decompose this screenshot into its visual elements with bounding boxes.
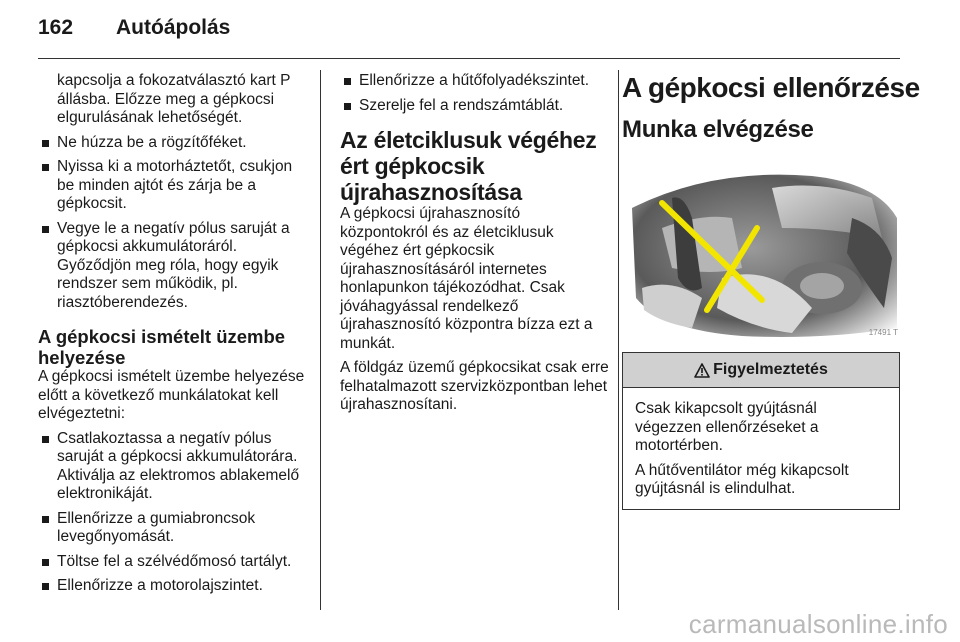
list-item: Ne húzza be a rögzítőféket. [38, 134, 310, 153]
paragraph: A földgáz üzemű gépkocsikat csak erre felhatalmazott szervizközpontban lehet újrahasznosítani. [340, 359, 609, 413]
paragraph: Csak kikapcsolt gyújtásnál végezzen ellenőrzéseket a motortérben. [635, 400, 819, 454]
page-number: 162 [38, 16, 74, 39]
warning-triangle-icon [694, 363, 710, 378]
watermark: carmanualsonline.info [688, 609, 948, 639]
column-divider-2 [618, 70, 619, 610]
header-rule [38, 58, 900, 59]
engine-bay-illustration [622, 158, 900, 344]
column-1 [38, 72, 310, 602]
list-item: Csatlakoztassa a negatív pólus saruját a gépkocsi akkumulátorára. Aktiválja az elektromos ablakemelő elektronikáját. [38, 430, 310, 504]
page-header [38, 16, 230, 40]
warning-body [623, 388, 899, 509]
continued-text: kapcsolja a fokozatválasztó kart P állásba. Előzze meg a gépkocsi elgurulásának lehetőségét. [57, 72, 291, 126]
section-title: Autóápolás [116, 16, 231, 39]
warning-box [622, 352, 900, 510]
column-3 [622, 72, 920, 510]
list-item: Ellenőrizze a motorolajszintet. [38, 577, 310, 596]
paragraph: A hűtőventilátor még kikapcsolt gyújtásnál is elindulhat. [635, 461, 849, 497]
list-item: Nyissa ki a motorháztetőt, csukjon be minden ajtót és zárja be a gépkocsit. [38, 158, 310, 214]
list-item: Szerelje fel a rendszámtáblát. [340, 97, 610, 116]
section-heading: Az életciklusuk végéhez ért gépkocsik újrahasznosítása [340, 127, 597, 205]
column-2 [340, 72, 610, 421]
list-item: Ellenőrizze a hűtőfolyadékszintet. [340, 72, 610, 91]
paragraph: A gépkocsi újrahasznosító központokról és az életciklusuk végéhez ért gépkocsik újrahasznosításáról internetes honlapunkon tájékozódhat. Csak jóváhagyással rendelkező újrahasznosító központra bízza ezt a munkát. [340, 205, 593, 352]
column-divider-1 [320, 70, 321, 610]
warning-title: Figyelmeztetés [713, 360, 828, 378]
list-item: Töltse fel a szélvédőmosó tartályt. [38, 553, 310, 572]
page-title: A gépkocsi ellenőrzése [622, 72, 920, 103]
warning-header [623, 353, 899, 388]
subtitle: Munka elvégzése [622, 116, 814, 143]
figure-number: 17491 T [868, 327, 898, 337]
engine-illustration [622, 158, 900, 344]
intro-text: A gépkocsi ismételt üzembe helyezése előtt a következő munkálatokat kell elvégeztetni: [38, 368, 305, 422]
list-item: Vegye le a negatív pólus saruját a gépkocsi akkumulátoráról. Győződjön meg róla, hogy egyik rendszer sem működik, pl. riasztóberendezés. [38, 220, 310, 313]
section-heading: A gépkocsi ismételt üzembe helyezése [38, 326, 286, 368]
list-item: Ellenőrizze a gumiabroncsok levegőnyomását. [38, 510, 310, 547]
